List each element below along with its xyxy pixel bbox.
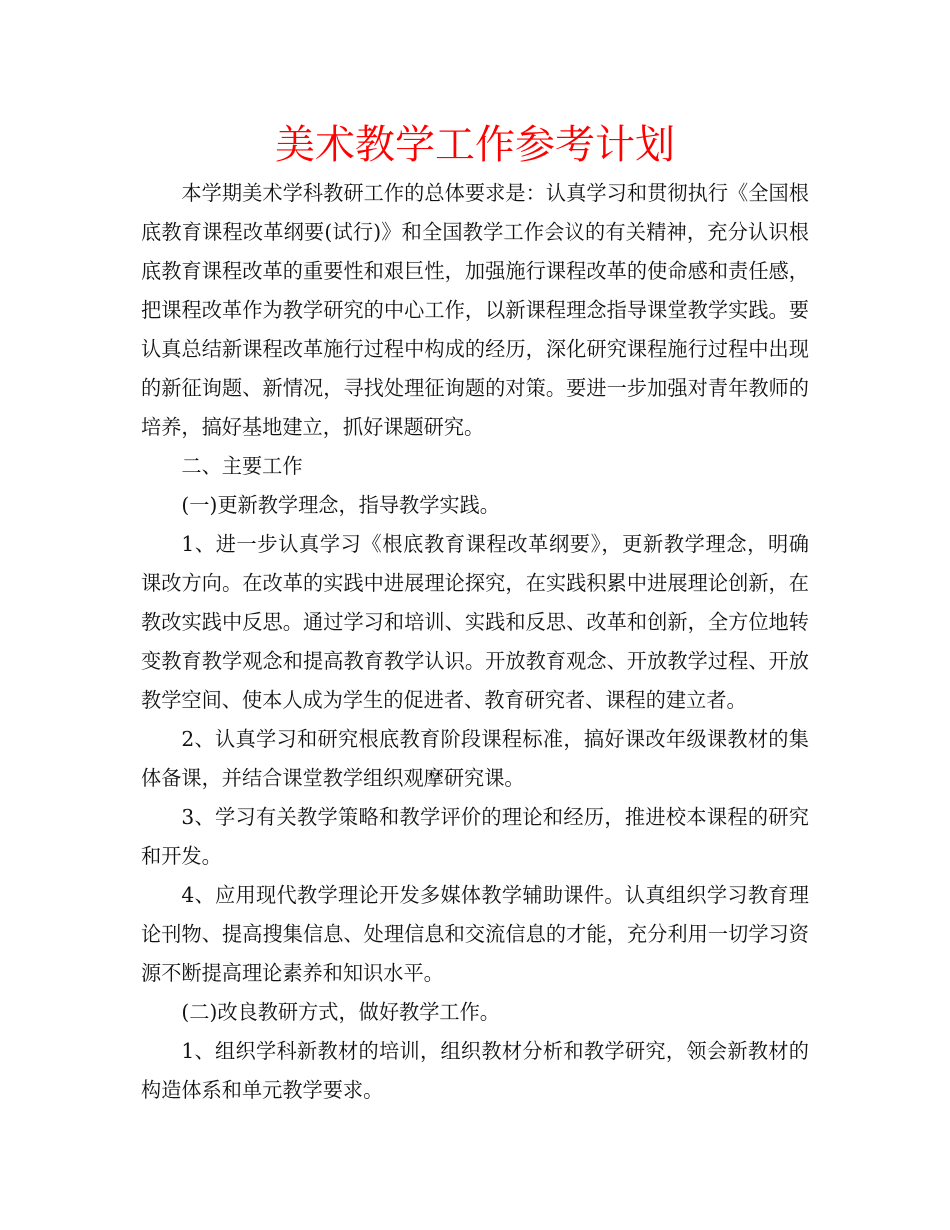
paragraph-item-3: 3、学习有关教学策略和教学评价的理论和经历，推进校本课程的研究和开发。 (141, 805, 809, 868)
paragraph-intro: 本学期美术学科教研工作的总体要求是：认真学习和贯彻执行《全国根底教育课程改革纲要(试行)》和全国教学工作会议的有关精神，充分认识根底教育课程改革的重要性和艰巨性，加强施行课程改革的使命感和责任感，把课程改革作为教学研究的中心工作，以新课程理念指导课堂教学实践。要认真总结新课程改革施行过程中构成的经历，深化研究课程施行过程中出现的新征询题、新情况，寻找处理征询题的对策。要进一步加强对青年教师的培养，搞好基地建立，抓好课题研究。 (141, 181, 809, 439)
subheading-improve-research: (二)改良教研方式，做好教学工作。 (181, 1000, 500, 1024)
heading-main-work: 二、主要工作 (181, 454, 303, 478)
document-page (141, 118, 809, 1110)
paragraph-item-5: 1、组织学科新教材的培训，组织教材分析和教学研究，领会新教材的构造体系和单元教学要求。 (141, 1039, 809, 1102)
subheading-update-concepts: (一)更新教学理念，指导教学实践。 (181, 493, 500, 517)
paragraph-item-2: 2、认真学习和研究根底教育阶段课程标准，搞好课改年级课教材的集体备课，并结合课堂教学组织观摩研究课。 (141, 727, 809, 790)
document-title: 美术教学工作参考计划 (275, 122, 675, 168)
paragraph-item-1: 1、进一步认真学习《根底教育课程改革纲要》，更新教学理念，明确课改方向。在改革的实践中进展理论探究，在实践积累中进展理论创新，在教改实践中反思。通过学习和培训、实践和反思、改革和创新，全方位地转变教育教学观念和提高教育教学认识。开放教育观念、开放教学过程、开放教学空间、使本人成为学生的促进者、教育研究者、课程的建立者。 (141, 532, 809, 712)
paragraph-item-4: 4、应用现代教学理论开发多媒体教学辅助课件。认真组织学习教育理论刊物、提高搜集信息、处理信息和交流信息的才能，充分利用一切学习资源不断提高理论素养和知识水平。 (141, 883, 809, 985)
